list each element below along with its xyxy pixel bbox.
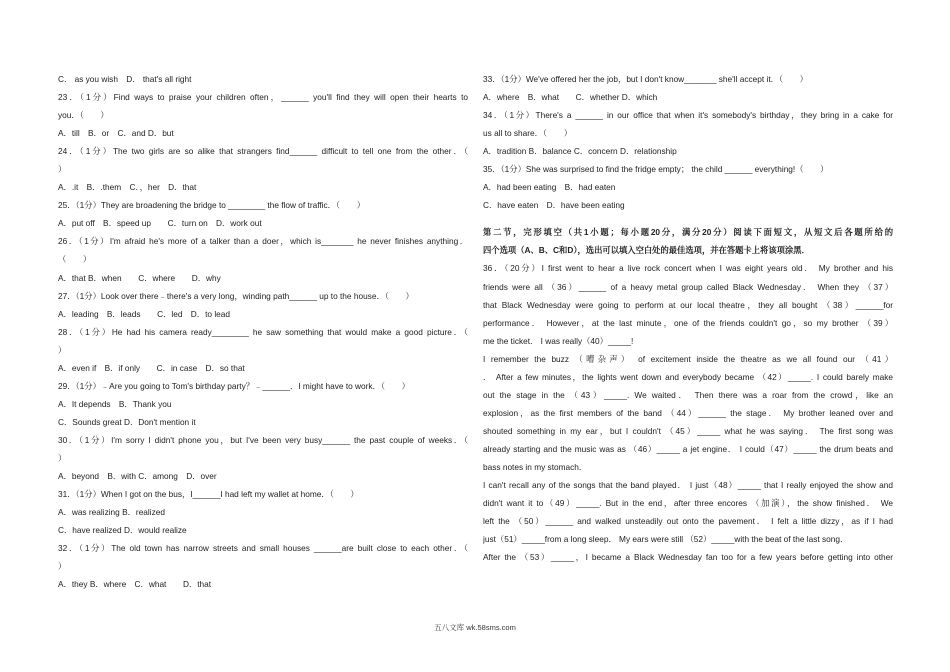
text-line: I can't recall any of the songs that the band played． I just（48）_____ that I really enjoyed the show and — [483, 480, 893, 491]
text-line: After the （53）_____，I became a Black Wednesday fan too for a few years before getting into other — [483, 552, 893, 563]
text-line: C．Sounds great D．Don't mention it — [58, 416, 196, 427]
text-line: 23．（1分）Find ways to praise your children often，______ you'll find they will open their hearts to — [58, 92, 468, 103]
text-line: bass notes in my stomach． — [483, 461, 588, 472]
text-line: just（51）_____from a long sleep． My ears were still （52）_____with the beat of the last song． — [483, 534, 849, 545]
text-line: out the stage in the （43）_____. We waited． Then there was a roar from the crowd，like an — [483, 389, 893, 400]
text-line: 27．（1分）Look over there﹣there's a very long，winding path______ up to the house．（ ） — [58, 290, 414, 301]
text-line: that Black Wednesday were going to perform at our local theatre，they all bought （38）______for — [483, 299, 893, 310]
text-line: 36．（20分）I first went to hear a live rock concert when I was eight years old． My brother and his — [483, 263, 893, 274]
page-footer: 五八文库 wk.58sms.com — [434, 623, 516, 632]
text-line: C．have realized D．would realize — [58, 525, 187, 536]
text-line: A．had been eating B．had eaten — [483, 182, 616, 193]
text-line: A．leading B．leads C．led D．to lead — [58, 308, 231, 319]
text-line: us all to share．（ ） — [483, 128, 572, 139]
text-line: 25．（1分）They are broadening the bridge to ________ the flow of traffic．（ ） — [58, 200, 365, 211]
text-line: A．even if B．if only C．in case D．so that — [58, 362, 245, 373]
text-line: A．they B．where C．what D．that — [58, 579, 212, 590]
text-line: friends were all （36）______ of a heavy metal group called Black Wednesday． When they （37） — [483, 281, 893, 292]
text-line: 28．（1分）He had his camera ready________ he saw something that would make a good picture．（ — [58, 326, 468, 337]
text-line: 33．（1分）We've offered her the job，but I don't know_______ she'll accept it．（ ） — [483, 74, 808, 84]
text-line: A．.it B．.them C．，her D．that — [58, 182, 197, 193]
text-line: me the ticket． I was really（40）_____! — [483, 335, 634, 346]
blank-line — [483, 214, 893, 223]
text-line: ） — [58, 344, 67, 355]
text-line: A．put off B．speed up C．turn on D．work out — [58, 218, 262, 229]
text-line: ． After a few minutes，the lights went down and everybody became （42）_____. I could barely make — [483, 371, 893, 382]
text-line: 29．（1分）﹣Are you going to Tom's birthday party？﹣______．I might have to work．（ ） — [58, 380, 410, 391]
text-line: C．have eaten D．have been eating — [483, 200, 625, 211]
text-line: A．beyond B．with C．among D．over — [58, 471, 217, 482]
text-line: 34．（1分）There's a ______ in our office that when it's somebody's birthday，they bring in a cake for — [483, 110, 893, 121]
text-line: I remember the buzz （嘈杂声） of excitement inside the theatre as we all found our （41） — [483, 353, 893, 364]
text-line: ） — [58, 164, 67, 175]
text-line: 32．（1分）The old town has narrow streets and small houses ______are built close to each other．（ — [58, 543, 468, 554]
text-line: A．till B．or C．and D．but — [58, 128, 174, 139]
text-line: 30．（1分）I'm sorry I didn't phone you，but I've been very busy______ the past couple of weeks．（ — [58, 434, 468, 445]
text-line: you．（ ） — [58, 110, 109, 121]
text-line: shouted something in my ear，but I couldn't （45）_____ what he was saying． The first song was — [483, 425, 893, 436]
text-line: （ ） — [58, 254, 92, 265]
text-line: ） — [58, 452, 67, 463]
section-heading: 四个选项（A、B、C和D），选出可以填入空白处的最佳选项，并在答题卡上将该项涂黑． — [483, 245, 810, 256]
text-line: 26．（1分）I'm afraid he's more of a talker than a doer，which is_______ he never finishes anything． — [58, 236, 468, 247]
text-line: ） — [58, 561, 67, 572]
text-line: explosion，as the first members of the band （44）______ the stage． My brother leaned over and — [483, 407, 893, 418]
text-line: A．was realizing B．realized — [58, 507, 165, 518]
text-line: A．that B．when C．where D．why — [58, 272, 221, 283]
text-line: A．where B．what C．whether D．which — [483, 92, 658, 103]
text-line: A．It depends B．Thank you — [58, 398, 172, 409]
text-line: 31．（1分）When I got on the bus，I______I had left my wallet at home．（ ） — [58, 489, 359, 500]
text-line: 24．（1分）The two girls are so alike that strangers find______ difficult to tell one from the other．（ — [58, 146, 468, 157]
text-line: A．tradition B．balance C．concern D．relationship — [483, 146, 677, 157]
text-line: C． as you wish D． that's all right — [58, 74, 192, 84]
text-line: performance． However，at the last minute，one of the friends couldn't go，so my brother （39） — [483, 317, 893, 328]
right-column — [483, 70, 893, 566]
text-line: didn't want it to（49）_____. But in the end，after three encores （加演），the show finished． We — [483, 498, 893, 509]
text-line: left the （50）______ and walked unsteadily out onto the pavement． I felt a little dizzy，as if I had — [483, 516, 893, 527]
left-column — [58, 70, 468, 593]
text-line: 35．（1分）She was surprised to find the fridge empty； the child ______ everything!（ ） — [483, 164, 829, 175]
text-line: already starting and the music was as （46）_____ a jet engine． I could（47）_____ the drum beats and — [483, 443, 893, 454]
section-heading: 第二节，完形填空（共1小题；每小题20分，满分20分）阅读下面短文，从短文后各题所给的 — [483, 227, 893, 238]
